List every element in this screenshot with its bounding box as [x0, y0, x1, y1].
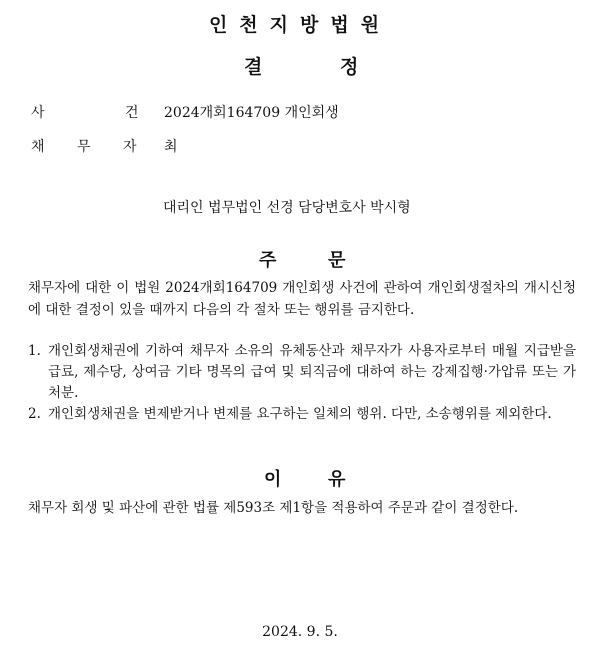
document-type-left: 결: [244, 56, 263, 78]
reason-text: 채무자 회생 및 파산에 관한 법률 제593조 제1항을 적용하여 주문과 같이 결정한다.: [28, 500, 519, 516]
order-items: [28, 341, 576, 425]
debtor-label: 채 무 자: [31, 139, 151, 155]
debtor-value: 최: [164, 139, 178, 155]
order-item-text: 개인회생채권에 기하여 채무자 소유의 유체동산과 채무자가 사용자로부터 매월 지급받을 급료, 제수당, 상여금 기타 명목의 급여 및 퇴직금에 대하여 하는 강제집행·가압류 또는 가처분.: [48, 343, 576, 401]
case-value: 2024개회164709 개인회생: [164, 105, 339, 121]
reason-heading-left: 이: [264, 469, 282, 490]
order-item-text: 개인회생채권을 변제받거나 변제를 요구하는 일체의 행위. 다만, 소송행위를 제외한다.: [48, 406, 552, 422]
reason-heading-right: 유: [328, 469, 346, 490]
order-heading-right: 문: [328, 250, 346, 271]
order-item-number: 1.: [28, 343, 41, 359]
court-name: 인천지방법원: [208, 14, 392, 36]
order-heading-left: 주: [259, 250, 277, 271]
order-item: [28, 404, 576, 425]
order-text: 채무자에 대한 이 법원 2024개회164709 개인회생 사건에 관하여 개인회생절차의 개시신청에 대한 결정이 있을 때까지 다음의 각 절차 또는 행위를 금지한다.: [28, 280, 576, 318]
order-item-number: 2.: [28, 406, 41, 422]
agent-line: 대리인 법무법인 선경 담당변호사 박시형: [163, 200, 411, 216]
case-label: 사 건: [31, 105, 177, 121]
document-type-right: 정: [340, 56, 359, 78]
decision-date: 2024. 9. 5.: [262, 624, 338, 640]
order-item: [28, 341, 576, 404]
